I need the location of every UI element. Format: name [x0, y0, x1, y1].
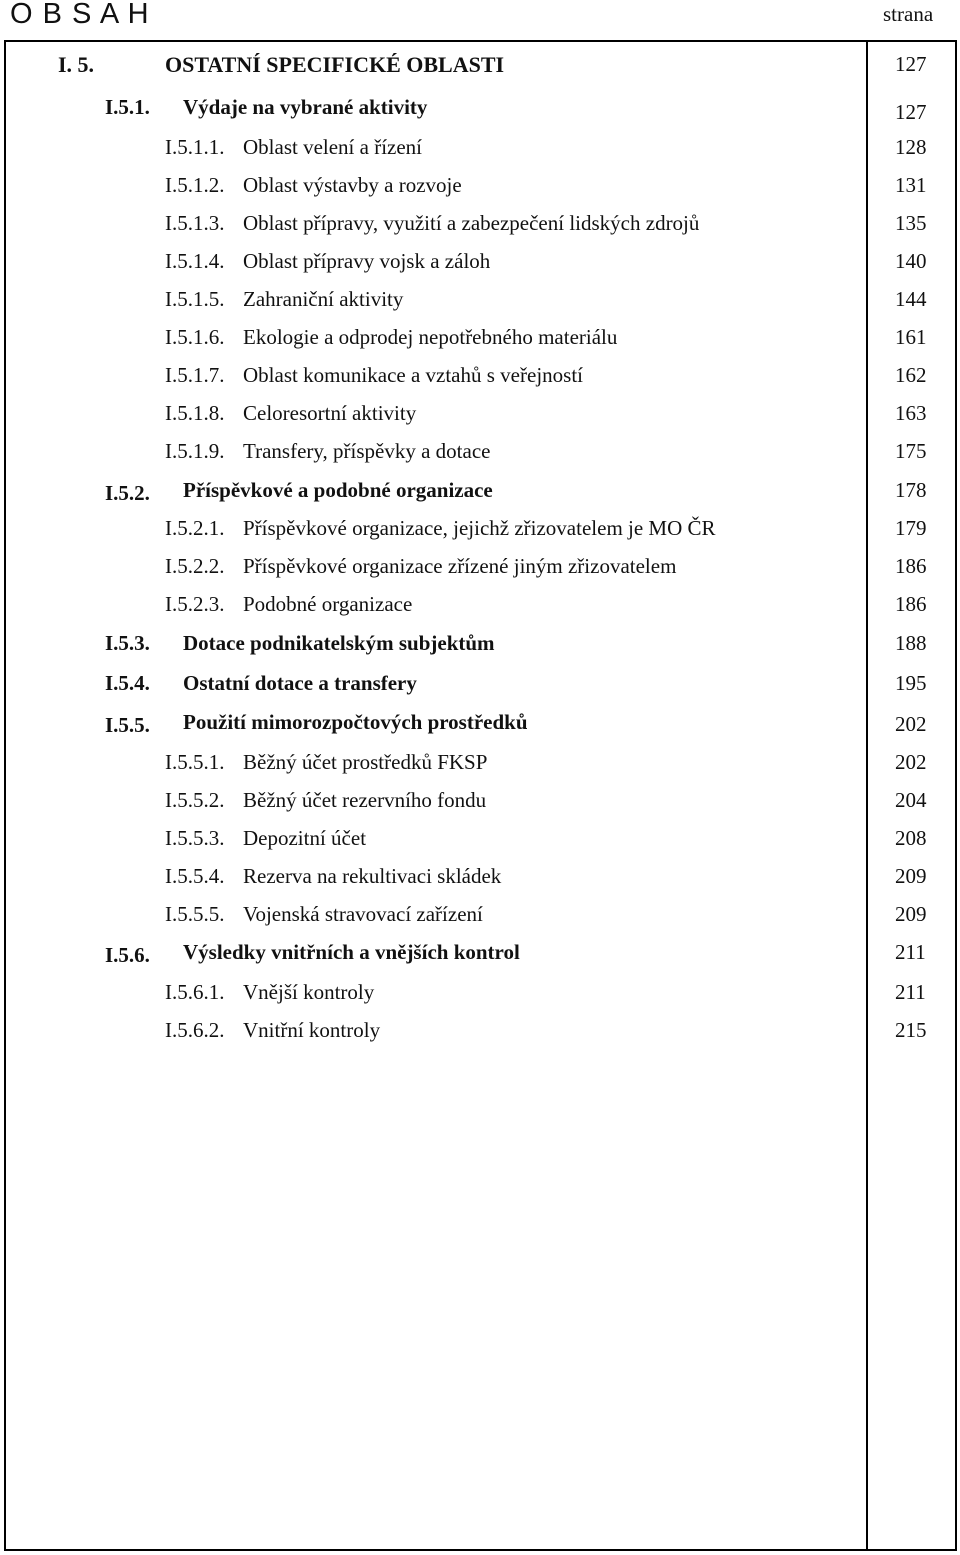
entry-title: Běžný účet prostředků FKSP	[243, 750, 488, 774]
entry-title: Celoresortní aktivity	[243, 401, 417, 425]
toc-entry[interactable]	[0, 592, 960, 630]
entry-page: 140	[895, 249, 927, 273]
entry-page: 209	[895, 864, 927, 888]
toc-entry[interactable]	[0, 52, 960, 90]
entry-title: Oblast komunikace a vztahů s veřejností	[243, 363, 583, 387]
entry-title: Běžný účet rezervního fondu	[243, 788, 487, 812]
entry-page: 131	[895, 173, 927, 197]
toc-entry[interactable]	[0, 710, 960, 748]
entry-title: Příspěvkové organizace, jejichž zřizovatelem je MO ČR	[243, 516, 716, 540]
entry-code: I.5.1.4.	[165, 249, 225, 273]
entry-code: I.5.3.	[105, 631, 150, 655]
entry-title: Dotace podnikatelským subjektům	[183, 631, 495, 655]
entry-title: Ekologie a odprodej nepotřebného materiálu	[243, 325, 618, 349]
entry-page: 161	[895, 325, 927, 349]
entry-code: I.5.1.9.	[165, 439, 225, 463]
toc-entry[interactable]	[0, 671, 960, 709]
entry-code: I.5.5.	[105, 713, 150, 737]
toc-entry[interactable]	[0, 864, 960, 902]
entry-title: Příspěvkové organizace zřízené jiným zřizovatelem	[243, 554, 677, 578]
toc-entry[interactable]	[0, 750, 960, 788]
entry-title: Příspěvkové a podobné organizace	[183, 478, 493, 502]
entry-page: 209	[895, 902, 927, 926]
entry-page: 186	[895, 554, 927, 578]
entry-page: 202	[895, 750, 927, 774]
entry-page: 211	[895, 940, 926, 964]
toc-entry[interactable]	[0, 439, 960, 477]
entry-code: I.5.6.1.	[165, 980, 225, 1004]
entry-title: Oblast přípravy, využití a zabezpečení lidských zdrojů	[243, 211, 700, 235]
toc-entry[interactable]	[0, 135, 960, 173]
toc-entry[interactable]	[0, 902, 960, 940]
entry-title: Vojenská stravovací zařízení	[243, 902, 483, 926]
entry-title: Vnější kontroly	[243, 980, 375, 1004]
entry-title: Zahraniční aktivity	[243, 287, 404, 311]
entry-page: 128	[895, 135, 927, 159]
entry-code: I.5.2.	[105, 481, 150, 505]
entry-title: Transfery, příspěvky a dotace	[243, 439, 491, 463]
toc-entry[interactable]	[0, 516, 960, 554]
entry-title: Podobné organizace	[243, 592, 413, 616]
entry-page: 195	[895, 671, 927, 695]
entry-code: I.5.5.4.	[165, 864, 225, 888]
entry-code: I.5.2.2.	[165, 554, 225, 578]
toc-entry[interactable]	[0, 940, 960, 978]
toc-entry[interactable]	[0, 173, 960, 211]
page-column-label: strana	[883, 2, 934, 26]
entry-page: 127	[895, 100, 927, 124]
toc-entry[interactable]	[0, 95, 960, 133]
entry-code: I.5.6.	[105, 943, 150, 967]
entry-page: 186	[895, 592, 927, 616]
entry-page: 211	[895, 980, 926, 1004]
entry-code: I.5.1.8.	[165, 401, 225, 425]
entry-page: 202	[895, 712, 927, 736]
entry-page: 178	[895, 478, 927, 502]
entry-page: 188	[895, 631, 927, 655]
entry-code: I.5.4.	[105, 671, 150, 695]
toc-entry[interactable]	[0, 631, 960, 669]
toc-entry[interactable]	[0, 401, 960, 439]
entry-page: 179	[895, 516, 927, 540]
toc-entry[interactable]	[0, 249, 960, 287]
entry-title: Ostatní dotace a transfery	[183, 671, 417, 695]
toc-entry[interactable]	[0, 325, 960, 363]
toc-entry[interactable]	[0, 788, 960, 826]
entry-title: Rezerva na rekultivaci skládek	[243, 864, 502, 888]
entry-code: I.5.1.	[105, 95, 150, 119]
entry-code: I.5.1.1.	[165, 135, 225, 159]
toc-entry[interactable]	[0, 1018, 960, 1056]
entry-title: Depozitní účet	[243, 826, 367, 850]
entry-code: I.5.1.5.	[165, 287, 225, 311]
entry-code: I.5.1.2.	[165, 173, 225, 197]
entry-page: 135	[895, 211, 927, 235]
toc-entry[interactable]	[0, 211, 960, 249]
entry-page: 144	[895, 287, 927, 311]
entry-code: I.5.5.2.	[165, 788, 225, 812]
toc-entry[interactable]	[0, 478, 960, 516]
entry-code: I.5.1.6.	[165, 325, 225, 349]
entry-title: Oblast velení a řízení	[243, 135, 423, 159]
entry-title: Oblast přípravy vojsk a záloh	[243, 249, 491, 273]
entry-page: 162	[895, 363, 927, 387]
entry-page: 127	[895, 52, 927, 76]
entry-page: 204	[895, 788, 927, 812]
entry-page: 175	[895, 439, 927, 463]
entry-title: Oblast výstavby a rozvoje	[243, 173, 462, 197]
entry-code: I.5.1.7.	[165, 363, 225, 387]
entry-title: Výdaje na vybrané aktivity	[183, 95, 428, 119]
toc-entry[interactable]	[0, 826, 960, 864]
toc-entry[interactable]	[0, 363, 960, 401]
toc-entry[interactable]	[0, 287, 960, 325]
toc-entry[interactable]	[0, 554, 960, 592]
entry-title: OSTATNÍ SPECIFICKÉ OBLASTI	[165, 52, 505, 77]
entry-code: I.5.2.1.	[165, 516, 225, 540]
entry-page: 208	[895, 826, 927, 850]
entry-title: Vnitřní kontroly	[243, 1018, 381, 1042]
entry-code: I. 5.	[58, 52, 95, 77]
entry-code: I.5.2.3.	[165, 592, 225, 616]
toc-entry[interactable]	[0, 980, 960, 1018]
entry-page: 163	[895, 401, 927, 425]
entry-code: I.5.5.3.	[165, 826, 225, 850]
entry-code: I.5.1.3.	[165, 211, 225, 235]
entry-code: I.5.6.2.	[165, 1018, 225, 1042]
entry-page: 215	[895, 1018, 927, 1042]
entry-title: Výsledky vnitřních a vnějších kontrol	[183, 940, 520, 964]
entry-code: I.5.5.1.	[165, 750, 225, 774]
entry-title: Použití mimorozpočtových prostředků	[183, 710, 528, 734]
entry-code: I.5.5.5.	[165, 902, 225, 926]
toc-heading: O B S A H	[10, 0, 150, 30]
